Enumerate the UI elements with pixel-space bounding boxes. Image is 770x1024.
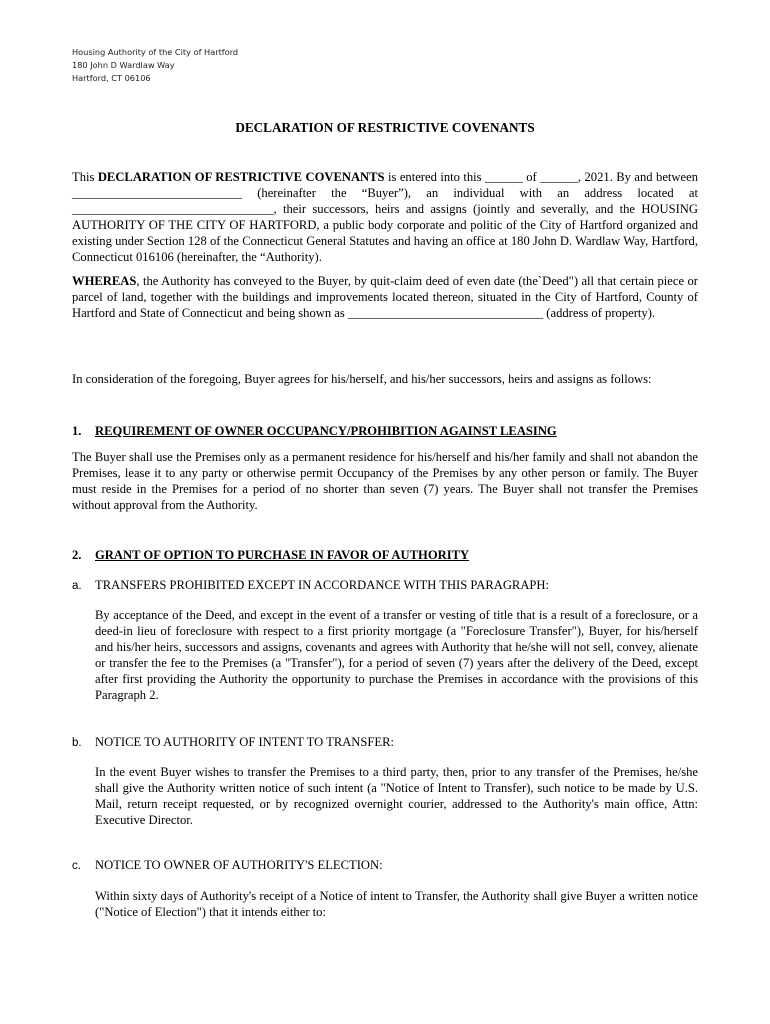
whereas-bold: WHEREAS: [72, 274, 137, 288]
subsection-c-letter: c.: [72, 860, 81, 872]
whereas-paragraph: [72, 274, 698, 322]
subsection-a-title: TRANSFERS PROHIBITED EXCEPT IN ACCORDANCE WITH THIS PARAGRAPH:: [95, 578, 550, 592]
document-title: DECLARATION OF RESTRICTIVE COVENANTS: [235, 120, 535, 135]
letterhead-organization: Housing Authority of the City of Hartford: [72, 47, 239, 57]
subsection-b-heading: [72, 735, 394, 750]
section-2-heading: [72, 548, 469, 563]
subsection-c-heading: [72, 858, 383, 873]
section-2-number: 2.: [72, 548, 82, 562]
subsection-a-heading: [72, 578, 549, 593]
section-1-heading: [72, 424, 557, 439]
intro-text-start: This: [72, 170, 98, 184]
subsection-b-letter: b.: [72, 737, 82, 749]
intro-paragraph: [72, 170, 698, 265]
subsection-b-body: In the event Buyer wishes to transfer the Premises to a third party, then, prior to any transfer of the Premises, he/she shall give the Authority written notice of such intent (a "Notice of Intent to Transfer), such notice to be made by U.S. Mail, return receipt requested, or by recognized overnight courier, addressed to the Authority's main office, Attn: Executive Director.: [95, 765, 698, 827]
letterhead: [72, 46, 238, 85]
section-1-title: REQUIREMENT OF OWNER OCCUPANCY/PROHIBITION AGAINST LEASING: [95, 424, 557, 438]
section-1-number: 1.: [72, 424, 82, 438]
intro-bold-title: DECLARATION OF RESTRICTIVE COVENANTS: [97, 170, 385, 184]
subsection-c-title: NOTICE TO OWNER OF AUTHORITY'S ELECTION:: [95, 858, 383, 872]
letterhead-city: Hartford, CT 06106: [72, 73, 151, 83]
subsection-c-body: Within sixty days of Authority's receipt of a Notice of intent to Transfer, the Authority shall give Buyer a written notice ("Notice of Election") that it intends either to:: [95, 889, 698, 919]
subsection-b-title: NOTICE TO AUTHORITY OF INTENT TO TRANSFER:: [95, 735, 395, 749]
subsection-a-letter: a.: [72, 580, 82, 592]
intro-text-rest: is entered into this ______ of ______, 2021. By and between ___________________________ (hereinafter the “Buyer”), an individual with an address located at ________________________________, their successors, heirs and assigns (jointly and severally, and the HOUSING AUTHORITY OF THE CITY OF HARTFORD, a public body corporate and politic of the City of Hartford organized and existing under Section 128 of the Connecticut General Statutes and having an office at 180 John D. Wardlaw Way, Hartford, Connecticut 016106 (hereinafter, the “Authority).: [72, 170, 698, 264]
subsection-a-body: By acceptance of the Deed, and except in the event of a transfer or vesting of title that is a result of a foreclosure, or a deed-in lieu of foreclosure with respect to a first priority mortgage (a "Foreclosure Transfer"), Buyer, for his/herself and his/her heirs, successors and assigns, covenants and agrees with Authority that he/she will not sell, convey, alienate or transfer the fee to the Premises (a "Transfer"), for a period of seven (7) years after the delivery of the Deed, except after first providing the Authority the opportunity to purchase the Premises in accordance with the provisions of this Paragraph 2.: [95, 608, 698, 702]
consideration-paragraph: In consideration of the foregoing, Buyer agrees for his/herself, and his/her successors, heirs and assigns as follows:: [72, 372, 652, 386]
section-2-title: GRANT OF OPTION TO PURCHASE IN FAVOR OF AUTHORITY: [95, 548, 470, 562]
letterhead-street: 180 John D Wardlaw Way: [72, 60, 175, 70]
section-1-body: The Buyer shall use the Premises only as a permanent residence for his/herself and his/her family and shall not abandon the Premises, lease it to any party or otherwise permit Occupancy of the Premises by any other person or family. The Buyer must reside in the Premises for a period of no shorter than seven (7) years. The Buyer shall not transfer the Premises without approval from the Authority.: [72, 450, 698, 512]
whereas-text: , the Authority has conveyed to the Buyer, by quit-claim deed of even date (the`Deed") all that certain piece or parcel of land, together with the buildings and improvements located thereon, situated in the City of Hartford, County of Hartford and State of Connecticut and being shown as _______________________________ (address of property).: [72, 274, 698, 320]
